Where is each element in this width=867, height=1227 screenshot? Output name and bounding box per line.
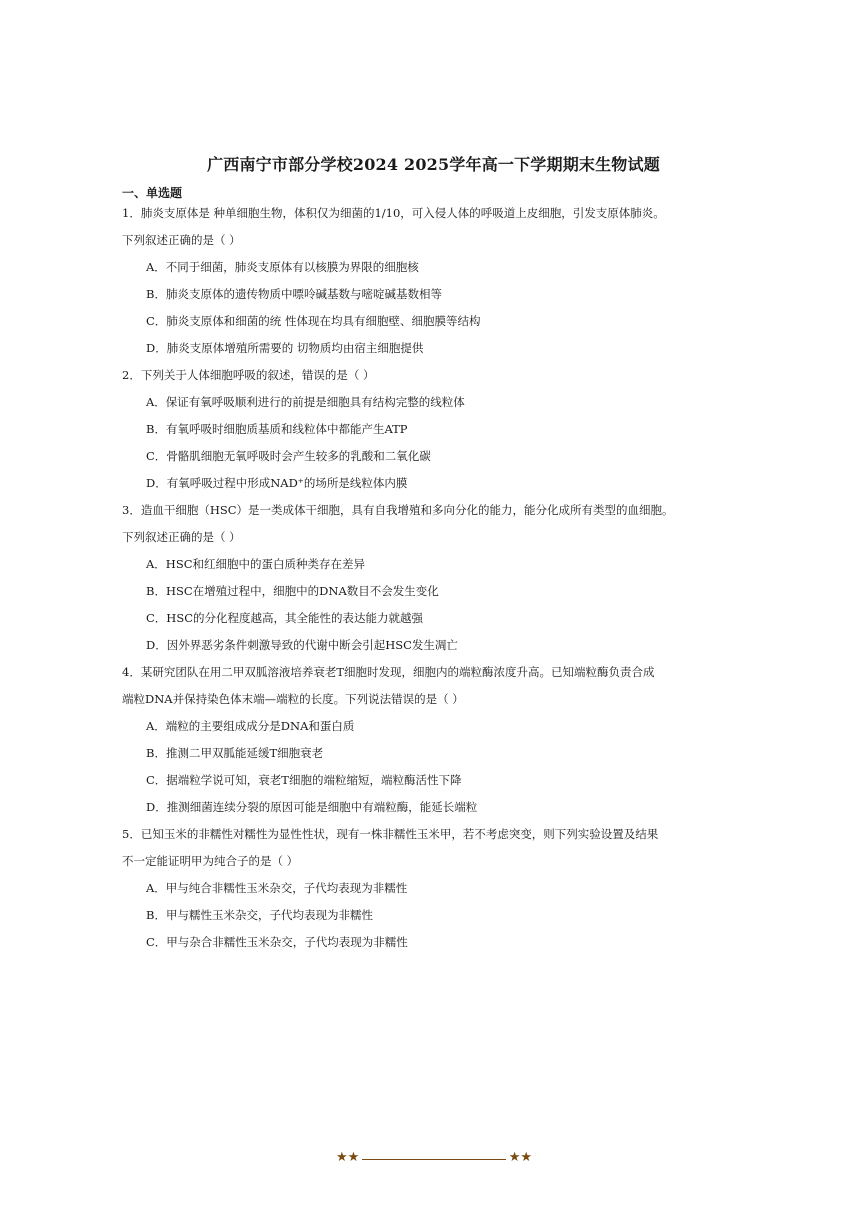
question-3-option-b: B．HSC在增殖过程中，细胞中的DNA数目不会发生变化 xyxy=(146,584,439,598)
section-heading: 一、单选题 xyxy=(122,186,183,200)
question-4-stem-line-1: 4．某研究团队在用二甲双胍溶液培养衰老T细胞时发现，细胞内的端粒酶浓度升高。已知端粒酶负责合成 xyxy=(122,665,655,679)
question-3-option-c: C．HSC的分化程度越高，其全能性的表达能力就越强 xyxy=(146,611,424,625)
question-2-stem-line-1: 2．下列关于人体细胞呼吸的叙述，错误的是（ ） xyxy=(122,368,375,382)
question-5-stem-line-1: 5．已知玉米的非糯性对糯性为显性性状，现有一株非糯性玉米甲，若不考虑突变，则下列实验设置及结果 xyxy=(122,827,659,841)
question-3-option-d: D．因外界恶劣条件刺激导致的代谢中断会引起HSC发生凋亡 xyxy=(146,638,458,652)
question-2-option-a: A．保证有氧呼吸顺利进行的前提是细胞具有结构完整的线粒体 xyxy=(146,395,465,409)
question-5-option-b: B．甲与糯性玉米杂交，子代均表现为非糯性 xyxy=(146,908,373,922)
star-icon-left: ★★ xyxy=(336,1150,360,1165)
question-1-option-c: C．肺炎支原体和细菌的统 性体现在均具有细胞壁、细胞膜等结构 xyxy=(146,314,481,328)
question-1-stem-line-1: 1．肺炎支原体是 种单细胞生物，体积仅为细菌的1/10，可入侵人体的呼吸道上皮细胞，引发支原体肺炎。 xyxy=(122,206,665,220)
page-footer-ornament xyxy=(336,1150,532,1168)
question-3-option-a: A．HSC和红细胞中的蛋白质种类存在差异 xyxy=(146,557,366,571)
question-4-option-d: D．推测细菌连续分裂的原因可能是细胞中有端粒酶，能延长端粒 xyxy=(146,800,478,814)
question-2-option-c: C．骨骼肌细胞无氧呼吸时会产生较多的乳酸和二氧化碳 xyxy=(146,449,431,463)
question-4-option-c: C．据端粒学说可知，衰老T细胞的端粒缩短，端粒酶活性下降 xyxy=(146,773,462,787)
star-icon-right: ★★ xyxy=(508,1150,532,1165)
question-3-stem-line-1: 3．造血干细胞（HSC）是一类成体干细胞，具有自我增殖和多向分化的能力，能分化成所有类型的血细胞。 xyxy=(122,503,674,517)
question-5-option-a: A．甲与纯合非糯性玉米杂交，子代均表现为非糯性 xyxy=(146,881,408,895)
question-4-option-b: B．推测二甲双胍能延缓T细胞衰老 xyxy=(146,746,324,760)
question-4-stem-line-2: 端粒DNA并保持染色体末端—端粒的长度。下列说法错误的是（ ） xyxy=(122,692,464,706)
question-5-option-c: C．甲与杂合非糯性玉米杂交，子代均表现为非糯性 xyxy=(146,935,408,949)
question-1-option-b: B．肺炎支原体的遗传物质中嘌呤碱基数与嘧啶碱基数相等 xyxy=(146,287,442,301)
footer-divider xyxy=(362,1159,506,1160)
question-4-option-a: A．端粒的主要组成成分是DNA和蛋白质 xyxy=(146,719,355,733)
question-5-stem-line-2: 不一定能证明甲为纯合子的是（ ） xyxy=(122,854,299,868)
question-3-stem-line-2: 下列叙述正确的是（ ） xyxy=(122,530,241,544)
question-1-option-a: A．不同于细菌，肺炎支原体有以核膜为界限的细胞核 xyxy=(146,260,419,274)
question-2-option-d: D．有氧呼吸过程中形成NAD⁺的场所是线粒体内膜 xyxy=(146,476,408,490)
question-2-option-b: B．有氧呼吸时细胞质基质和线粒体中都能产生ATP xyxy=(146,422,408,436)
question-1-option-d: D．肺炎支原体增殖所需要的 切物质均由宿主细胞提供 xyxy=(146,341,424,355)
question-1-stem-line-2: 下列叙述正确的是（ ） xyxy=(122,233,241,247)
page-title: 广西南宁市部分学校2024 2025学年高一下学期期末生物试题 xyxy=(207,155,660,174)
